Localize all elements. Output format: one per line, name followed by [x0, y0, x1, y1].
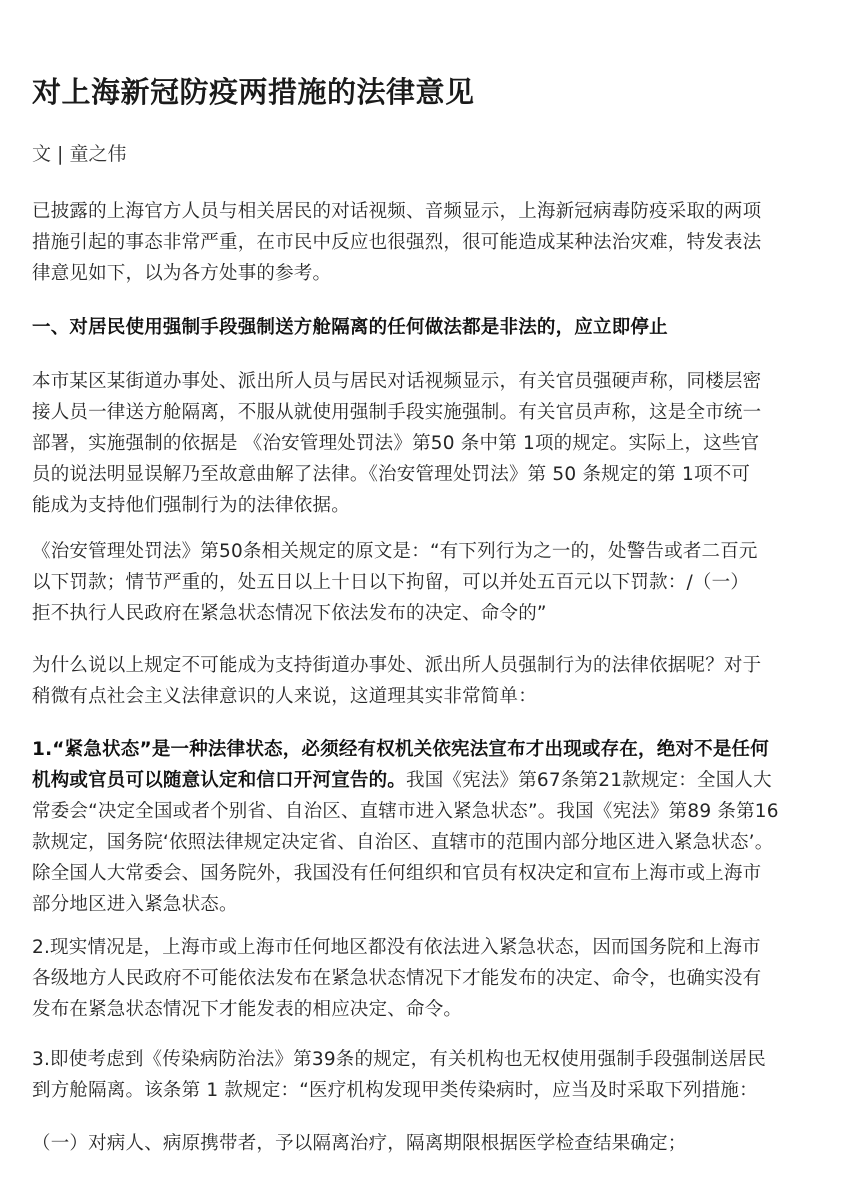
- text-line: 3.即使考虑到《传染病防治法》第39条的规定，有关机构也无权使用强制手段强制送居民: [32, 1049, 766, 1070]
- point-3: [32, 1044, 820, 1106]
- text-line: 除全国人大常委会、国务院外，我国没有任何组织和官员有权决定和宣布上海市或上海市: [32, 863, 762, 884]
- text-line: [32, 765, 820, 796]
- text-line: 2.现实情况是，上海市或上海市任何地区都没有依法进入紧急状态，因而国务院和上海市: [32, 937, 761, 958]
- text-line: 接人员一律送方舱隔离，不服从就使用强制手段实施强制。有关官员声称，这是全市统一: [32, 402, 762, 423]
- text-line: 稍微有点社会主义法律意识的人来说，这道理其实非常简单：: [32, 686, 537, 707]
- text-line: 本市某区某街道办事处、派出所人员与居民对话视频显示，有关官员强硬声称，同楼层密: [32, 371, 762, 392]
- article-title: 对上海新冠防疫两措施的法律意见: [32, 75, 475, 109]
- text-line: 律意见如下，以为各方处事的参考。: [32, 263, 332, 284]
- text-line: 部分地区进入紧急状态。: [32, 894, 238, 915]
- point-1-text: 我国《宪法》第67条第21款规定：全国人大: [406, 770, 772, 791]
- text-line: 已披露的上海官方人员与相关居民的对话视频、音频显示，上海新冠病毒防疫采取的两项: [32, 201, 762, 222]
- text-line: 到方舱隔离。该条第 1 款规定：“医疗机构发现甲类传染病时，应当及时采取下列措施：: [32, 1080, 758, 1101]
- text-line: 拒不执行人民政府在紧急状态情况下依法发布的决定、命令的”: [32, 603, 547, 624]
- text-line: 发布在紧急状态情况下才能发表的相应决定、命令。: [32, 999, 463, 1020]
- text-line: 员的说法明显误解乃至故意曲解了法律。《治安管理处罚法》第 50 条规定的第 1项不可: [32, 464, 751, 485]
- point-1: [32, 734, 820, 920]
- text-line: （一）对病人、病原携带者，予以隔离治疗，隔离期限根据医学检查结果确定；: [32, 1133, 687, 1154]
- point-2: [32, 932, 820, 1025]
- section-heading-1: [32, 312, 820, 343]
- text-line: 措施引起的事态非常严重，在市民中反应也很强烈，很可能造成某种法治灾难，特发表法: [32, 232, 762, 253]
- text-line: 各级地方人民政府不可能依法发布在紧急状态情况下才能发布的决定、命令，也确实没有: [32, 968, 762, 989]
- byline: 文 | 童之伟: [32, 143, 127, 165]
- paragraph-1: [32, 366, 820, 521]
- paragraph-2: [32, 536, 820, 629]
- paragraph-3: [32, 650, 820, 712]
- text-line: 部署，实施强制的依据是 《治安管理处罚法》第50 条中第 1项的规定。实际上，这些官: [32, 433, 760, 454]
- list-item-1: [32, 1128, 820, 1159]
- heading-text: 一、对居民使用强制手段强制送方舱隔离的任何做法都是非法的，应立即停止: [32, 317, 668, 338]
- text-line: 能成为支持他们强制行为的法律依据。: [32, 495, 350, 516]
- text-line: 款规定，国务院‘依照法律规定决定省、自治区、直辖市的范围内部分地区进入紧急状态’。: [32, 832, 774, 853]
- intro-paragraph: [32, 196, 820, 289]
- point-1-bold-line: 1.“紧急状态”是一种法律状态，必须经有权机关依宪法宣布才出现或存在，绝对不是任何: [32, 739, 769, 760]
- text-line: 《治安管理处罚法》第50条相关规定的原文是：“有下列行为之一的，处警告或者二百元: [32, 541, 758, 562]
- text-line: 以下罚款；情节严重的，处五日以上十日以下拘留，可以并处五百元以下罚款：/（一）: [32, 572, 750, 593]
- text-line: 常委会“决定全国或者个别省、自治区、直辖市进入紧急状态”。我国《宪法》第89 条第16: [32, 801, 779, 822]
- text-line: 为什么说以上规定不可能成为支持街道办事处、派出所人员强制行为的法律依据呢？对于: [32, 655, 762, 676]
- point-1-bold-tail: 机构或官员可以随意认定和信口开河宣告的。: [32, 770, 407, 791]
